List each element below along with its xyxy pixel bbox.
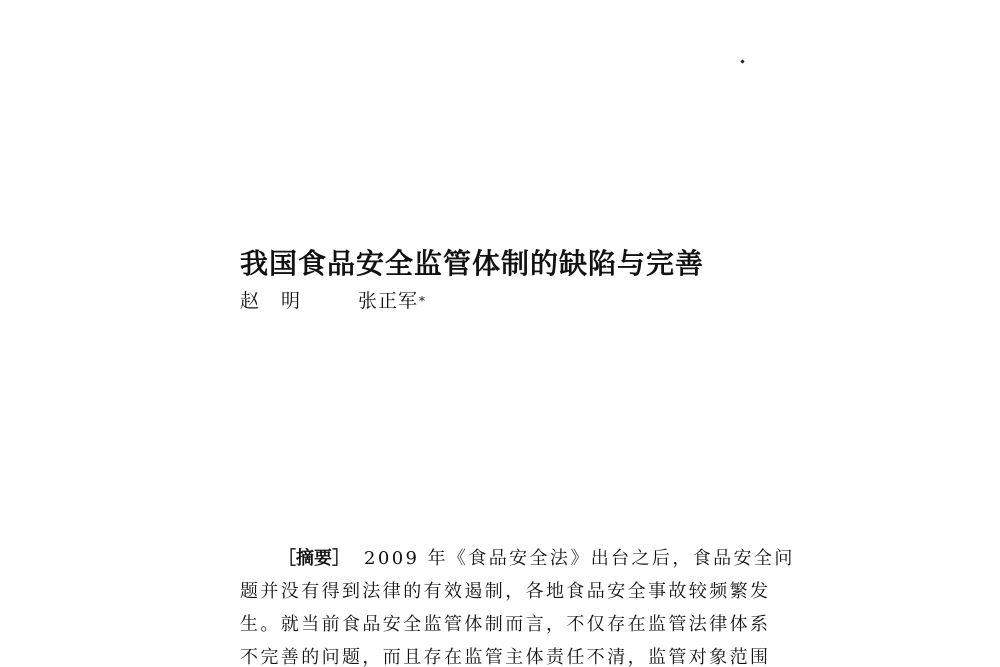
author-footnote-mark: * xyxy=(419,294,426,308)
abstract xyxy=(240,542,795,667)
scan-speck xyxy=(740,59,744,63)
abstract-line: 生。就当前食品安全监管体制而言，不仅存在监管法律体系 xyxy=(240,614,771,635)
abstract-line: 题并没有得到法律的有效遏制，各地食品安全事故较频繁发 xyxy=(240,581,771,602)
abstract-label: ［摘要］ xyxy=(278,548,350,569)
abstract-line xyxy=(240,542,795,575)
paper-title: 我国食品安全监管体制的缺陷与完善 xyxy=(240,247,705,280)
author-name: 赵明 xyxy=(240,290,323,312)
abstract-text: 2009 年《食品安全法》出台之后，食品安全问 xyxy=(364,548,795,569)
author-list xyxy=(240,286,425,316)
abstract-line: 不完善的问题，而且存在监管主体责任不清，监管对象范围 xyxy=(240,647,771,667)
author-name: 张正军 xyxy=(358,290,419,312)
